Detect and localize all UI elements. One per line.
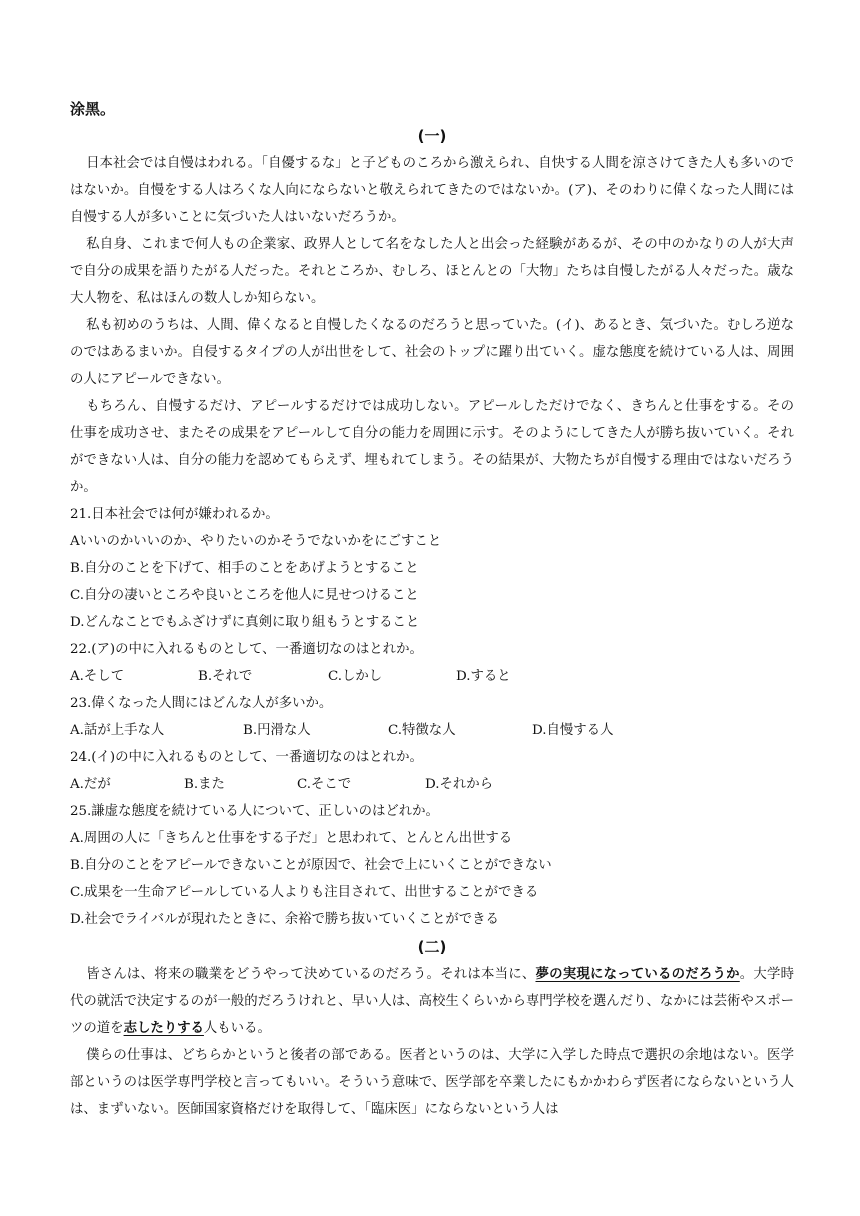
section-1-title: (一) <box>417 127 447 145</box>
question-23-option-b: B.円滑な人 <box>243 723 311 738</box>
question-25-option-d: D.社会でライバルが現れたときに、余裕で勝ち抜いていくことができる <box>70 912 499 927</box>
question-24-option-c: C.そこで <box>297 777 352 792</box>
passage-2-p1-text-a: 皆さんは、将来の職業をどうやって決めているのだろう。それは本当に、 <box>86 967 536 982</box>
section-2-title: (二) <box>417 938 447 956</box>
question-25-option-a: A.周囲の人に「きちんと仕事をする子だ」と思われて、とんとん出世する <box>70 831 513 846</box>
question-23-option-d: D.自慢する人 <box>532 723 614 738</box>
question-21-option-c: C.自分の凄いところや良いところを他人に見せつけること <box>70 588 419 603</box>
underlined-phrase-1: 夢の実現になっているのだろうか <box>535 966 740 982</box>
question-22-option-a: A.そして <box>70 669 125 684</box>
underlined-phrase-2: 志したりする <box>123 1020 204 1036</box>
passage-2-p1-text-c: 人もいる。 <box>203 1021 271 1036</box>
question-24-option-a: A.だが <box>70 777 111 792</box>
passage-1-paragraph-4: もちろん、自慢するだけ、アピールするだけでは成功しない。アピールしただけでなく、きちんと仕事をする。その仕事を成功させ、またその成果をアピールして自分の能力を周囲に示す。そのようにしてきた人が勝ち抜いていく。それができない人は、自分の能力を認めてもらえず、埋もれてしまう。その結果が、大物たちが自慢する理由ではないだろうか。 <box>70 399 794 495</box>
question-24-stem: 24.(イ)の中に入れるものとして、一番適切なのはとれか。 <box>70 750 423 765</box>
question-22-option-d: D.すると <box>456 669 511 684</box>
question-25-option-b: B.自分のことをアピールできないことが原因で、社会で上にいくことができない <box>70 858 552 873</box>
top-heading: 涂黑。 <box>70 100 116 118</box>
question-21-option-b: B.自分のことを下げて、相手のことをあげようとすること <box>70 561 419 576</box>
question-22-option-b: B.それで <box>198 669 253 684</box>
passage-2-paragraph-1 <box>70 961 794 1042</box>
question-23-options <box>70 717 794 744</box>
question-22-option-c: C.しかし <box>328 669 383 684</box>
question-21-option-a: Aいいのかいいのか、やりたいのかそうでないかをにごすこと <box>70 534 442 549</box>
question-21-option-d: D.どんなことでもふざけずに真剣に取り組もうとすること <box>70 615 420 630</box>
question-24-option-b: B.また <box>184 777 225 792</box>
question-23-option-a: A.話が上手な人 <box>70 723 165 738</box>
document-page <box>70 96 794 1123</box>
question-24-options <box>70 771 794 798</box>
question-23-option-c: C.特徴な人 <box>388 723 456 738</box>
passage-2-paragraph-2: 僕らの仕事は、どちらかというと後者の部である。医者というのは、大学に入学した時点で選択の余地はない。医学部というのは医学専門学校と言ってもいい。そういう意味で、医学部を卒業したにもかかわらず医者にならないという人は、まずいない。医師国家資格だけを取得して、「臨床医」にならないという人は <box>70 1048 794 1117</box>
question-23-stem: 23.偉くなった人間にはどんな人が多いか。 <box>70 696 333 711</box>
question-25-option-c: C.成果を一生命アピールしている人よりも注目されて、出世することができる <box>70 885 539 900</box>
question-22-stem: 22.(ア)の中に入れるものとして、一番適切なのはとれか。 <box>70 642 423 657</box>
question-21-stem: 21.日本社会では何が嫌われるか。 <box>70 507 279 522</box>
passage-2-p1-text-b: 。大学時代の就活で決定するのが一般的だろうけれと、早い人は、高校生くらいから専門学校を選んだり、なかには芸術やスポーツの道を <box>70 967 795 1036</box>
passage-1-paragraph-2: 私自身、これまで何人もの企業家、政界人として名をなした人と出会った経験があるが、その中のかなりの人が大声で自分の成果を語りたがる人だった。それところか、むしろ、ほとんとの「大物」たちは自慢したがる人々だった。歳な大人物を、私はほんの数人しか知らない。 <box>70 237 794 306</box>
question-24-option-d: D.それから <box>425 777 494 792</box>
passage-1-paragraph-3: 私も初めのうちは、人間、偉くなると自慢したくなるのだろうと思っていた。(イ)、あるとき、気づいた。むしろ逆なのではあるまいか。自侵するタイプの人が出世をして、社会のトップに躍り出ていく。虚な態度を続けている人は、周囲の人にアピールできない。 <box>70 318 794 387</box>
passage-1-paragraph-1: 日本社会では自慢はわれる。「自優するな」と子どものころから激えられ、自快する人間を涼さけてきた人も多いのではないか。自慢をする人はろくな人向にならないと敬えられてきたのではないか。(ア)、そのわりに偉くなった人間には自慢する人が多いことに気づいた人はいないだろうか。 <box>70 156 794 225</box>
question-22-options <box>70 663 794 690</box>
question-25-stem: 25.謙虚な態度を続けている人について、正しいのはどれか。 <box>70 804 439 819</box>
